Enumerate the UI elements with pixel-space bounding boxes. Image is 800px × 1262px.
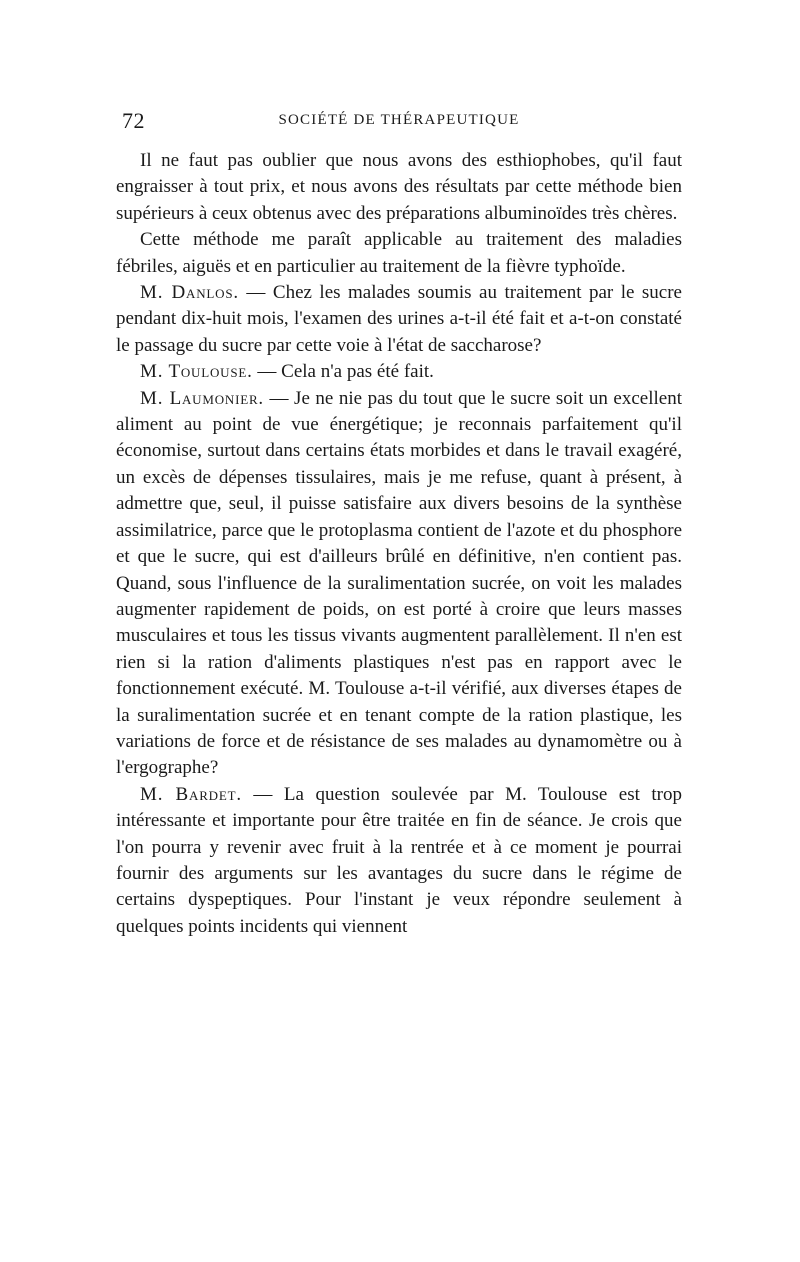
paragraph-text: Il ne faut pas oublier que nous avons des esthiophobes, qu'il faut engraisser à tout prix, et nous avons des résultats par cette méthode bien supérieurs à ceux obtenus avec des préparations albuminoïdes très chères. — [116, 150, 682, 224]
paragraph-text: — Je ne nie pas du tout que le sucre soit un excellent aliment au point de vue énergétique; je reconnais parfaitement qu'il économise, surtout dans certains états morbides et dans le travail exagéré, un excès de dépenses tissulaires, mais je me refuse, quant à présent, à admettre que, seul, il puisse satisfaire aux divers besoins de la synthèse assimilatrice, parce que le protoplasma contient de l'azote et du phosphore et que le sucre, qui est d'ailleurs brûlé en définitive, n'en contient pas. Quand, sous l'influence de la suralimentation sucrée, on voit les malades augmenter rapidement de poids, on est porté à croire que leurs masses musculaires et tous les tissus vivants augmentent parallèlement. Il n'en est rien si la ration d'aliments plastiques n'est pas en rapport avec le fonctionnement exécuté. M. Toulouse a-t-il vérifié, aux diverses étapes de la suralimentation sucrée et en tenant compte de la ration plastique, les variations de force et de résistance de ses malades au dynamomètre ou à l'ergographe? — [116, 387, 682, 779]
paragraph-text: — La question soulevée par M. Toulouse est trop intéressante et importante pour être traitée en fin de séance. Je crois que l'on pourra y revenir avec fruit à la rentrée et à ce moment je pourrai fournir des arguments sur les avantages du sucre dans le régime de certains dyspeptiques. Pour l'instant je veux répondre seulement à quelques points incidents qui viennent — [116, 783, 682, 937]
body-text — [116, 148, 682, 940]
paragraph-febrile-diseases — [116, 227, 682, 280]
paragraph-bardet — [116, 782, 682, 940]
paragraph-esthiophobes — [116, 148, 682, 227]
running-title: SOCIÉTÉ DE THÉRAPEUTIQUE — [278, 112, 520, 128]
speaker-name: M. Danlos. — [140, 282, 239, 304]
paragraph-laumonier — [116, 386, 682, 782]
paragraph-text: — Chez les malades soumis au traitement par le sucre pendant dix-huit mois, l'examen des urines a-t-il été fait et a-t-on constaté le passage du sucre par cette voie à l'état de saccharose? — [116, 282, 682, 356]
book-page — [116, 108, 682, 940]
paragraph-toulouse — [116, 359, 682, 385]
speaker-name: M. Laumonier. — [140, 387, 264, 409]
paragraph-danlos — [116, 280, 682, 359]
page-number: 72 — [122, 108, 145, 133]
paragraph-text: — Cela n'a pas été fait. — [252, 361, 434, 383]
speaker-name: M. Bardet. — [140, 783, 242, 805]
running-head — [116, 108, 682, 144]
speaker-name: M. Toulouse. — [140, 361, 253, 383]
paragraph-text: Cette méthode me paraît applicable au traitement des maladies fébriles, aiguës et en particulier au traitement de la fièvre typhoïde. — [116, 229, 682, 277]
